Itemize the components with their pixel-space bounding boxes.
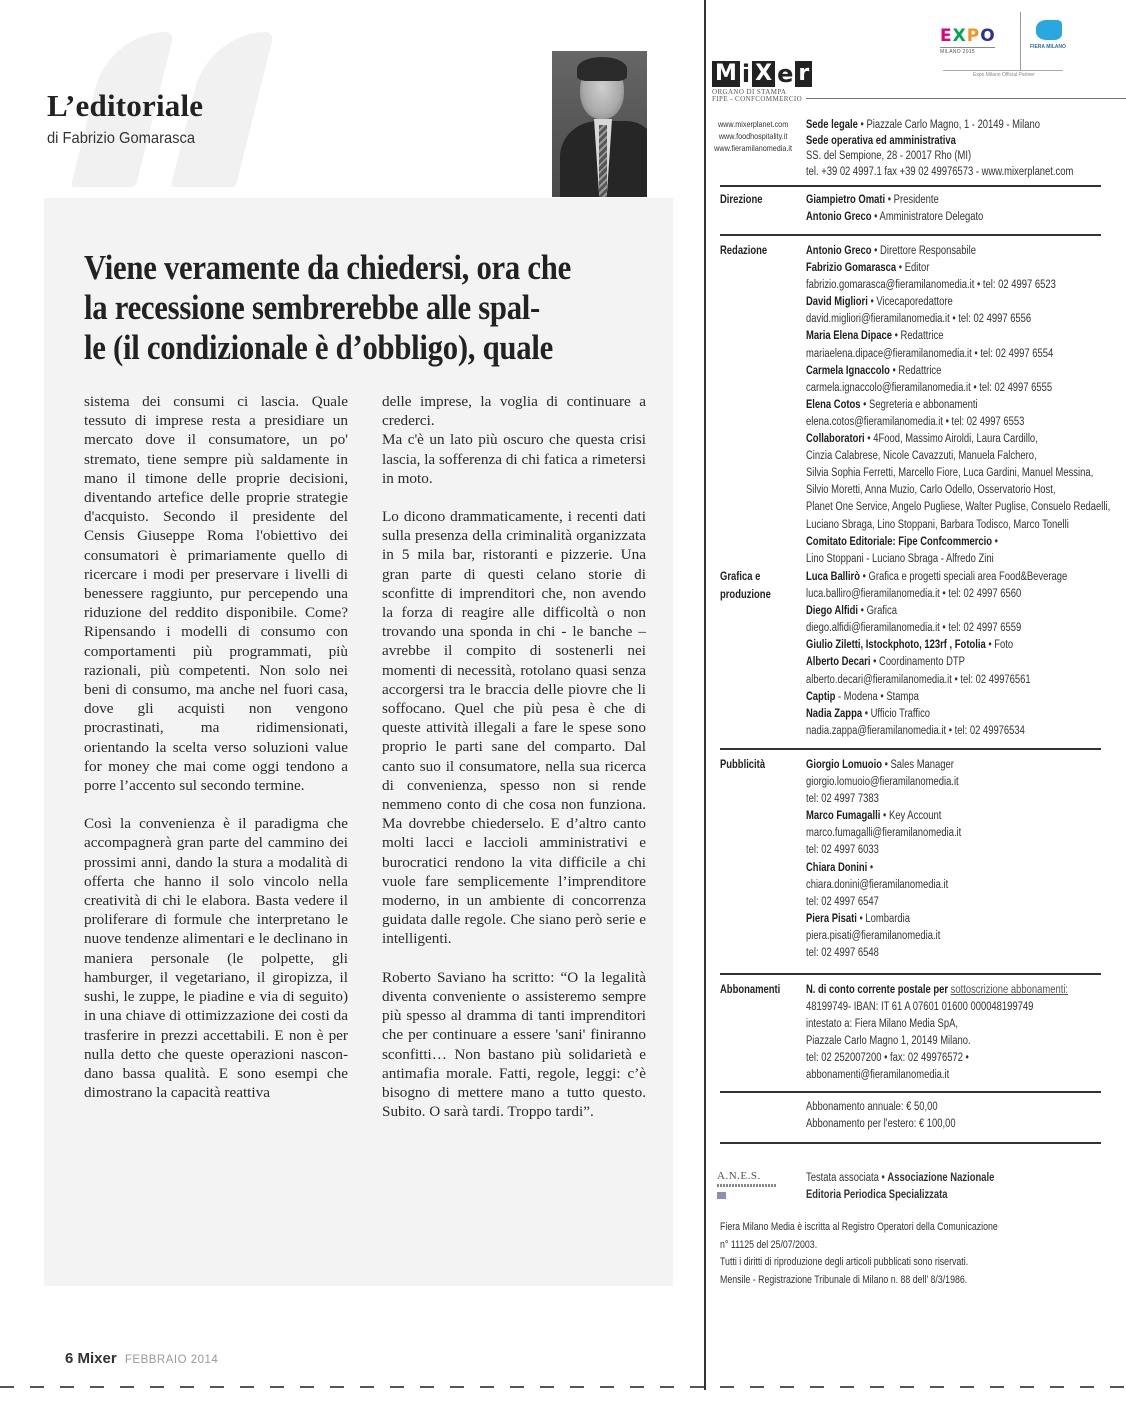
headline-line: le (il condizionale è d’obbligo), quale: [84, 329, 553, 367]
staff-name: Antonio Greco: [806, 211, 872, 224]
staff-name: Chiara Donini: [806, 861, 868, 874]
staff-entry: piera.pisati@fieramilanomedia.it: [806, 929, 941, 942]
magazine-name: Mixer: [77, 1350, 117, 1367]
paragraph: Così la convenienza è il paradigma che accompagnerà gran parte del cammino dei prossimi anni, dando la stura a modalità di offerta che hanno il solo vincolo nella creatività di chi le elabora. Basta vedere il proliferare di formule che interpretano le nuove tendenze alimentari e le declinano in maniera personale (le polpette, gli hamburger, il vegetariano, il giropizza, il sushi, le zuppe, le piadine e via di seguito) in una chiave di ottimizzazione dei costi da trasferire in prezzi accettabili. E non è per nulla detto che queste operazioni nascondano bassa qualità. E sono esempi che dimostrano la capacità reattiva: [84, 815, 348, 1102]
masthead-rule: [806, 98, 1126, 99]
author-photo: [552, 51, 647, 197]
staff-role: 4Food, Massimo Airoldi, Laura Cardillo,: [873, 433, 1038, 446]
staff-name: Comitato Editoriale: Fipe Confcommercio: [806, 535, 992, 548]
column-divider: [704, 0, 706, 1390]
staff-name: Alberto Decari: [806, 656, 871, 669]
anes-logo: A.N.E.S.: [717, 1170, 802, 1199]
website-link[interactable]: www.foodhospitality.it: [718, 131, 788, 141]
fiera-milano-name: FIERA MILANO: [1030, 44, 1066, 50]
staff-role: Ufficio Traffico: [870, 707, 931, 720]
paragraph: Roberto Saviano ha scritto: “O la legalità diventa conveniente o assisteremo sempre più spesso al dramma di tanti imprenditori che per continuare a essere 'sani' finiranno sconfitti… Non bastano più solidarietà e antimafia morale. Fatti, regole, leggi: c’è bisogno di mettere mano a tutto questo. Subito. O sarà tardi. Troppo tardi”.: [382, 968, 646, 1121]
staff-name: Fabrizio Gomarasca: [806, 262, 897, 275]
page-footer: [65, 1350, 218, 1367]
staff-entry: tel: 02 4997 6548: [806, 947, 879, 960]
staff-entry: Alberto Decari • Coordinamento DTP: [806, 656, 965, 669]
expo-letter: O: [980, 26, 995, 46]
staff-name: Antonio Greco: [806, 245, 872, 257]
staff-entry: David Migliori • Vicecaporedattore: [806, 296, 953, 309]
staff-entry: Elena Cotos • Segreteria e abbonamenti: [806, 398, 978, 411]
staff-entry: Carmela Ignaccolo • Redattrice: [806, 364, 942, 377]
staff-entry: Cinzia Calabrese, Nicole Cavazzuti, Manuela Falchero,: [806, 450, 1037, 463]
staff-role: Direttore Responsabile: [880, 245, 976, 257]
organ-tagline: ORGANO DI STAMPA FIPE - CONFCOMMERCIO: [712, 88, 803, 103]
staff-role: Sales Manager: [890, 759, 954, 771]
website-link[interactable]: www.fieramilanomedia.it: [714, 143, 793, 153]
staff-entry: diego.alfidi@fieramilanomedia.it • tel: 02 4997 6559: [806, 622, 1022, 635]
staff-entry: giorgio.lomuoio@fieramilanomedia.it: [806, 776, 959, 789]
websites: [714, 118, 792, 154]
headline-line: Viene veramente da chiedersi, ora che: [84, 249, 571, 287]
label-direzione: Direzione: [720, 194, 763, 206]
staff-entry: luca.balliro@fieramilanomedia.it • tel: 02 4997 6560: [806, 588, 1022, 601]
mixer-logo: M i X e r: [712, 61, 812, 87]
staff-name: Captip: [806, 690, 836, 703]
staff-entry: Nadia Zappa • Ufficio Traffico: [806, 707, 931, 720]
partner-rule: [943, 70, 1063, 71]
staff-role: Grafica: [866, 605, 897, 618]
staff-entry: Planet One Service, Angelo Pugliese, Walter Puglise, Consuelo Redaelli,: [806, 501, 1111, 514]
staff-entry: Antonio Greco • Amministratore Delegato: [806, 211, 984, 224]
label-pubblicita: Pubblicità: [720, 759, 766, 771]
headline-line: la recessione sembrerebbe alle spal-: [84, 289, 541, 327]
staff-name: Giorgio Lomuoio: [806, 759, 882, 771]
staff-name: Piera Pisati: [806, 912, 857, 925]
article-column-1: [84, 392, 348, 1102]
staff-role: Redattrice: [898, 364, 942, 377]
staff-name: Diego Alfidi: [806, 605, 859, 618]
headline: [84, 248, 600, 368]
section-rule: [720, 185, 1101, 187]
expo-wordmark: [940, 27, 995, 45]
staff-entry: tel: 02 4997 6033: [806, 844, 879, 857]
staff-name: Nadia Zappa: [806, 707, 863, 720]
cut-line: [0, 1386, 1126, 1388]
label-abbonamenti: Abbonamenti: [720, 984, 781, 996]
staff-entry: Collaboratori • 4Food, Massimo Airoldi, Laura Cardillo,: [806, 433, 1038, 446]
staff-role: Vicecaporedattore: [876, 296, 953, 309]
staff-name: Luca Ballirò: [806, 571, 860, 583]
section-rule: [720, 234, 1101, 236]
staff-entry: Silvio Moretti, Anna Muzio, Carlo Odello, Osservatorio Host,: [806, 484, 1056, 497]
staff-role: Stampa: [886, 690, 919, 703]
staff-entry: mariaelena.dipace@fieramilanomedia.it • tel: 02 4997 6554: [806, 347, 1054, 360]
address-block: Sede legale • Piazzale Carlo Magno, 1 - 20149 - Milano Sede operativa ed amministrativa SS. del Sempione, 28 - 20017 Rho (MI) tel. +39 02 4997.1 fax +39 02 49976573 - www.mixerplanet.com: [806, 119, 1074, 178]
staff-name: Giulio Ziletti, Istockphoto, 123rf , Fotolia: [806, 639, 986, 652]
paragraph: Lo dicono drammaticamente, i recenti dati sulla presenza della criminalità organizzata in 5 mila bar, ristoranti e pizzerie. Una gran parte di questi celano storie di sconfitte di imprenditori che, non avendo la forza di reagire alle difficoltà o non trovando una sponda in chi - le banche – avrebbe il compito di sostenerli nei momenti di necessità, rotolano quasi senza accorgersi tra le braccia delle piovre che li soffocano. Quel che più pesa è che di queste attività illegali a fare le spese sono proprio le parti sane del comparto. Dal canto suo il consumatore, nella sua ricerca di convenienza, spesso non si rende nemmeno conto di che cosa non funziona. Ma dovrebbe chiederselo. E d’altro canto molti lacci e laccioli amministrativi e burocratici rendono la vita difficile a chi vuole fare semplicemente l’imprenditore moderno, in un ambiente di concorrenza guidata dalle regole. Che siano però serie e intelligenti.: [382, 508, 646, 948]
staff-entry: Marco Fumagalli • Key Account: [806, 810, 942, 823]
staff-role: Foto: [994, 639, 1014, 652]
staff-role: Presidente: [893, 194, 939, 206]
staff-role: Grafica e progetti speciali area Food&Beverage: [868, 571, 1068, 583]
staff-entry: Giampietro Omati • Presidente: [806, 194, 939, 206]
expo-letter: P: [966, 26, 980, 46]
staff-name: Giampietro Omati: [806, 194, 886, 206]
staff-entry: Luciano Sbraga, Lino Stoppani, Barbara Todisco, Marco Tonelli: [806, 518, 1069, 531]
byline: di Fabrizio Gomarasca: [47, 130, 196, 147]
expo-letter: X: [952, 26, 966, 46]
staff-entry: david.migliori@fieramilanomedia.it • tel: 02 4997 6556: [806, 313, 1032, 326]
staff-entry: carmela.ignaccolo@fieramilanomedia.it • tel: 02 4997 6555: [806, 381, 1053, 394]
staff-entry: marco.fumagalli@fieramilanomedia.it: [806, 827, 962, 840]
staff-entry: Giulio Ziletti, Istockphoto, 123rf , Fotolia • Foto: [806, 639, 1014, 652]
article-column-2: [382, 392, 646, 1121]
legal-notice: Fiera Milano Media è iscritta al Registro Operatori della Comunicazione n° 11125 del 25/07/2003. Tutti i diritti di riproduzione degli articoli pubblicati sono riservati. Mensile - Registrazione Tribunale di Milano n. 88 dell’ 8/3/1986.: [720, 1221, 998, 1286]
staff-role: Segreteria e abbonamenti: [869, 398, 978, 411]
staff-entry: tel: 02 4997 6547: [806, 895, 879, 908]
entries-pubblicita: [806, 757, 961, 962]
staff-role: Redattrice: [900, 330, 944, 343]
staff-entry: Comitato Editoriale: Fipe Confcommercio •: [806, 535, 998, 548]
staff-name: David Migliori: [806, 296, 868, 309]
issue-date: FEBBRAIO 2014: [124, 1354, 219, 1366]
staff-entry: Maria Elena Dipace • Redattrice: [806, 330, 944, 343]
staff-entry: Piera Pisati • Lombardia: [806, 912, 910, 925]
section-rule: [720, 748, 1101, 750]
section-rule: [720, 1142, 1101, 1144]
entries-direzione: [806, 192, 983, 226]
paragraph: Ma c'è un lato più oscuro che questa crisi lascia, la sofferenza di chi fatica a rimetersi in moto.: [382, 431, 646, 487]
label-redazione: Redazione: [720, 245, 768, 257]
staff-name: Marco Fumagalli: [806, 810, 881, 823]
staff-entry: Chiara Donini •: [806, 861, 874, 874]
fiera-milano-logo-icon: [1036, 20, 1062, 40]
website-link[interactable]: www.mixerplanet.com: [717, 119, 789, 129]
staff-entry: tel: 02 4997 7383: [806, 793, 879, 806]
staff-entry: fabrizio.gomarasca@fieramilanomedia.it • tel: 02 4997 6523: [806, 279, 1056, 292]
staff-entry: nadia.zappa@fieramilanomedia.it • tel: 02 49976534: [806, 724, 1025, 737]
logo-separator: [1020, 12, 1021, 70]
staff-entry: Lino Stoppani - Luciano Sbraga - Alfredo Zini: [806, 552, 994, 565]
partner-text: Expo Milano Official Partner: [973, 72, 1035, 78]
section-rule: [720, 973, 1101, 975]
section-title: L’editoriale: [47, 88, 204, 123]
staff-entry: Antonio Greco • Direttore Responsabile: [806, 245, 976, 257]
staff-name: Maria Elena Dipace: [806, 330, 892, 343]
entries-grafica: [806, 569, 1067, 740]
staff-entry: Captip - Modena • Stampa: [806, 690, 919, 703]
page-number: 6: [65, 1350, 74, 1367]
staff-name: Carmela Ignaccolo: [806, 364, 890, 377]
entries-redazione: [806, 243, 1110, 568]
entries-abbonamenti: N. di conto corrente postale per sottoscrizione abbonamenti: 48199749- IBAN: IT 61 A 07601 01600 000048199749 intestato a: Fiera Milano Media SpA, Piazzale Carlo Magno 1, 20149 Milano. tel: 02 252007200 • fax: 02 49976572 • abbonamenti@fieramilanomedia.it: [806, 984, 1069, 1082]
expo-logo: E X P O MILANO 2015: [940, 26, 995, 55]
anes-association: Testata associata • Associazione Nazionale Editoria Periodica Specializzata: [806, 1172, 995, 1201]
subscription-link[interactable]: sottoscrizione abbonamenti:: [950, 984, 1069, 996]
staff-entry: alberto.decari@fieramilanomedia.it • tel: 02 49976561: [806, 673, 1031, 686]
section-rule: [720, 1091, 1101, 1093]
staff-entry: Luca Ballirò • Grafica e progetti speciali area Food&Beverage: [806, 571, 1068, 583]
expo-letter: E: [940, 26, 952, 46]
staff-entry: elena.cotos@fieramilanomedia.it • tel: 02 4997 6553: [806, 415, 1025, 428]
staff-entry: Silvia Sophia Ferretti, Marcello Fiore, Luca Gardini, Manuel Messina,: [806, 467, 1094, 480]
staff-entry: Diego Alfidi • Grafica: [806, 605, 897, 618]
subscription-prices: Abbonamento annuale: € 50,00 Abbonamento per l'estero: € 100,00: [806, 1101, 956, 1131]
staff-name: Elena Cotos: [806, 398, 861, 411]
staff-role: Editor: [904, 262, 930, 275]
staff-entry: chiara.donini@fieramilanomedia.it: [806, 878, 949, 891]
staff-entry: Giorgio Lomuoio • Sales Manager: [806, 759, 954, 771]
paragraph: sistema dei consumi ci lascia. Quale tessuto di imprese resta a presidiare un mercato dove il consumatore, un po' stremato, tiene sempre più saldamente in mano il timone delle proprie decisioni, diventando artefice delle proprie strategie d'acquisto. Secondo il presidente del Censis Giuseppe Roma l'obiettivo dei consumatori è primariamente quello di ricercare i modi per preservare i livelli di benessere raggiunto, pur percependo una riduzione del reddito disponibile. Come? Ripensando i modelli di consumo con comportamenti più programmati, più razionali, più competenti. Non solo nei beni di consumo, ma anche nel fuori casa, dove gli acquisti non vengono procrastinati, ma ridimensionati, orientando la scelta verso soluzioni value for money che mai come oggi tendono a porre l’accento sul secondo termine.: [84, 393, 348, 795]
staff-role: Amministratore Delegato: [879, 211, 984, 224]
label-grafica: Grafica e produzione: [720, 571, 771, 601]
staff-name: Collaboratori: [806, 433, 865, 446]
paragraph: delle imprese, la voglia di continuare a crederci.: [382, 393, 646, 430]
staff-role: Coordinamento DTP: [879, 656, 965, 669]
staff-role: Lombardia: [865, 912, 910, 925]
staff-entry: Fabrizio Gomarasca • Editor: [806, 262, 930, 275]
staff-role: Key Account: [888, 810, 942, 823]
